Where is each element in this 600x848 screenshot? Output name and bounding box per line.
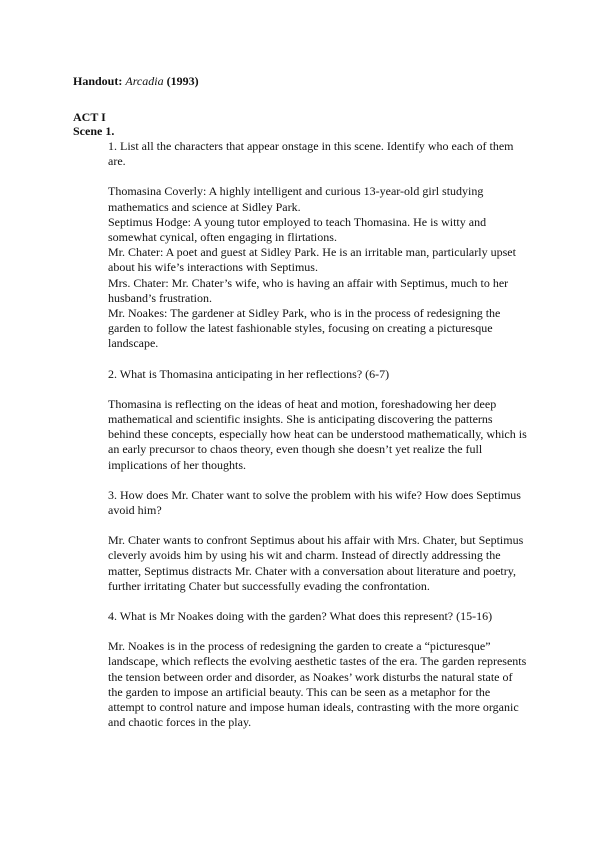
question-1: 1. List all the characters that appear onstage in this scene. Identify who each of them are. [108, 139, 514, 169]
character-list [108, 184, 528, 351]
character-entry: Thomasina Coverly: A highly intelligent and curious 13-year-old girl studying mathematics and science at Sidley Park. [108, 184, 484, 214]
character-entry: Septimus Hodge: A young tutor employed to teach Thomasina. He is witty and somewhat cynical, often engaging in flirtations. [108, 214, 487, 245]
title-year: (1993) [163, 74, 199, 88]
title-prefix: Handout: [73, 74, 126, 88]
character-entry: Mr. Chater: A poet and guest at Sidley Park. He is an irritable man, particularly upset about his wife’s interactions with Septimus. [108, 245, 516, 275]
scene-heading: Scene 1. [73, 124, 115, 138]
act-heading: ACT I [73, 110, 106, 124]
answer-2: Thomasina is reflecting on the ideas of heat and motion, foreshadowing her deep mathematical and scientific insights. She is anticipating discovering the patterns behind these concepts, especially how heat can be understood mathematically, which is an early precursor to chaos theory, even though she doesn’t yet realize the full implications of her thoughts. [108, 396, 527, 472]
question-4: 4. What is Mr Noakes doing with the garden? What does this represent? (15-16) [108, 609, 493, 624]
handout-body [108, 139, 528, 731]
character-entry: Mrs. Chater: Mr. Chater’s wife, who is having an affair with Septimus, much to her husband’s frustration. [108, 275, 509, 305]
question-3: 3. How does Mr. Chater want to solve the problem with his wife? How does Septimus avoid him? [108, 487, 521, 518]
answer-4: Mr. Noakes is in the process of redesigning the garden to create a “picturesque” landscape, which reflects the evolving aesthetic tastes of the era. The garden represents the tension between order and disorder, as Noakes’ work disturbs the natural state of the garden to impose an artificial beauty. This can be seen as a metaphor for the attempt to control nature and impose human ideals, contrasting with the more organic and chaotic forces in the play. [108, 639, 527, 730]
document-title [73, 74, 199, 89]
character-entry: Mr. Noakes: The gardener at Sidley Park, who is in the process of redesigning the garden to follow the latest fashionable styles, focusing on creating a picturesque landscape. [108, 306, 501, 351]
question-2: 2. What is Thomasina anticipating in her reflections? (6-7) [108, 366, 390, 381]
answer-3: Mr. Chater wants to confront Septimus about his affair with Mrs. Chater, but Septimus cleverly avoids him by using his wit and charm. Instead of directly addressing the matter, Septimus distracts Mr. Chater with a conversation about literature and poetry, further irritating Chater but successfully evading the confrontation. [108, 533, 524, 593]
title-work: Arcadia [125, 74, 164, 88]
